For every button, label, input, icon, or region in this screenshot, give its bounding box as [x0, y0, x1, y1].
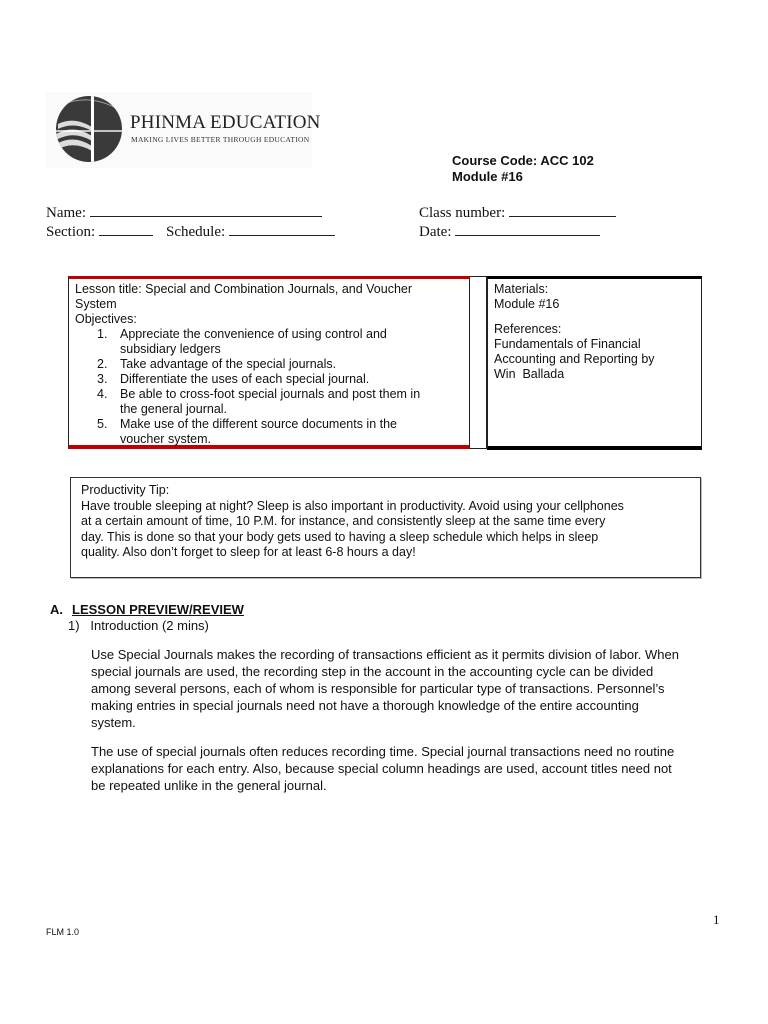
- date-label: Date:: [419, 224, 452, 240]
- footer-label: FLM 1.0: [46, 927, 80, 937]
- objective-number: 5.: [97, 417, 108, 431]
- section-label: Section:: [46, 224, 96, 240]
- course-info: [452, 153, 594, 185]
- references-label: References:: [494, 322, 562, 336]
- class-number-blank[interactable]: [509, 204, 616, 217]
- phinma-globe-icon: [54, 94, 124, 164]
- productivity-tip-box: [70, 477, 701, 578]
- paragraph-1: [91, 646, 721, 731]
- objective-item: [75, 357, 469, 372]
- class-number-label: Class number:: [419, 205, 506, 221]
- paragraph-line: explanations for each entry. Also, because special column headings are used, account titles need not: [91, 761, 672, 776]
- objective-text: subsidiary ledgers: [120, 342, 221, 356]
- lesson-title-line2: System: [75, 297, 117, 311]
- materials-value: Module #16: [494, 297, 560, 311]
- paragraph-line: be repeated unlike in the general journal.: [91, 778, 327, 793]
- tip-line: at a certain amount of time, 10 P.M. for instance, and consistently sleep at the same time every: [81, 514, 606, 528]
- lesson-box: [68, 276, 470, 449]
- tip-label: Productivity Tip:: [81, 483, 170, 497]
- paragraph-line: Use Special Journals makes the recording of transactions efficient as it permits division of labor. When: [91, 647, 679, 662]
- section-a-heading: [50, 602, 244, 617]
- page-number: 1: [713, 912, 720, 927]
- module-number: Module #16: [452, 169, 523, 184]
- objective-item: [75, 372, 469, 387]
- objective-item: [75, 387, 469, 417]
- paragraph-line: The use of special journals often reduces recording time. Special journal transactions need no routine: [91, 744, 675, 759]
- paragraph-line: system.: [91, 715, 136, 730]
- schedule-field[interactable]: [166, 223, 335, 241]
- name-field[interactable]: [46, 204, 322, 222]
- objective-item: [75, 417, 469, 447]
- objective-item: [75, 327, 469, 357]
- tip-line: Have trouble sleeping at night? Sleep is also important in productivity. Avoid using your cellphones: [81, 498, 624, 513]
- section-title: LESSON PREVIEW/REVIEW: [72, 602, 244, 617]
- reference-line: Fundamentals of Financial: [494, 337, 641, 351]
- paragraph-line: special journals are used, the recording step in the account in the accounting cycle can be divided: [91, 664, 654, 679]
- logo-tagline: MAKING LIVES BETTER THROUGH EDUCATION: [131, 135, 310, 144]
- objective-number: 1.: [97, 327, 108, 341]
- objective-text: Differentiate the uses of each special journal.: [120, 372, 370, 386]
- materials-box: [487, 276, 702, 450]
- schedule-blank[interactable]: [229, 223, 335, 236]
- date-field[interactable]: [419, 223, 600, 241]
- lesson-title-line1: Lesson title: Special and Combination Journals, and Voucher: [75, 282, 413, 296]
- paragraph-line: making entries in special journals need not have a thorough knowledge of the entire accounting: [91, 698, 639, 713]
- paragraph-2: [91, 743, 721, 794]
- objective-number: 2.: [97, 357, 108, 371]
- phinma-logo: [46, 92, 321, 168]
- logo-name: PHINMA EDUCATION: [130, 112, 321, 133]
- name-blank[interactable]: [90, 204, 322, 217]
- introduction-heading: 1) Introduction (2 mins): [68, 618, 209, 633]
- objective-text: Appreciate the convenience of using control and: [120, 327, 387, 341]
- date-blank[interactable]: [455, 223, 600, 236]
- section-field[interactable]: [46, 223, 153, 241]
- objective-text: Take advantage of the special journals.: [120, 357, 337, 371]
- reference-line: Accounting and Reporting by: [494, 352, 655, 366]
- section-letter: A.: [50, 602, 63, 617]
- objectives-label: Objectives:: [75, 312, 137, 326]
- box-divider: [470, 276, 487, 449]
- tip-line: quality. Also don’t forget to sleep for at least 6-8 hours a day!: [81, 545, 416, 559]
- objective-text: Be able to cross-foot special journals and post them in: [120, 387, 421, 401]
- objective-text: Make use of the different source documents in the: [120, 417, 398, 431]
- objective-number: 4.: [97, 387, 108, 401]
- materials-label: Materials:: [494, 282, 549, 296]
- reference-line: Win Ballada: [494, 367, 565, 381]
- objective-text: voucher system.: [120, 432, 212, 446]
- schedule-label: Schedule:: [166, 224, 226, 240]
- name-label: Name:: [46, 205, 86, 221]
- class-number-field[interactable]: [419, 204, 616, 222]
- paragraph-line: among several persons, each of whom is responsible for particular type of transactions. Personnel’s: [91, 681, 665, 696]
- objective-text: the general journal.: [120, 402, 228, 416]
- objectives-list: [75, 327, 469, 447]
- section-blank[interactable]: [99, 223, 153, 236]
- tip-line: day. This is done so that your body gets used to having a sleep schedule which helps in sleep: [81, 529, 599, 544]
- course-code: Course Code: ACC 102: [452, 153, 594, 168]
- objective-number: 3.: [97, 372, 108, 386]
